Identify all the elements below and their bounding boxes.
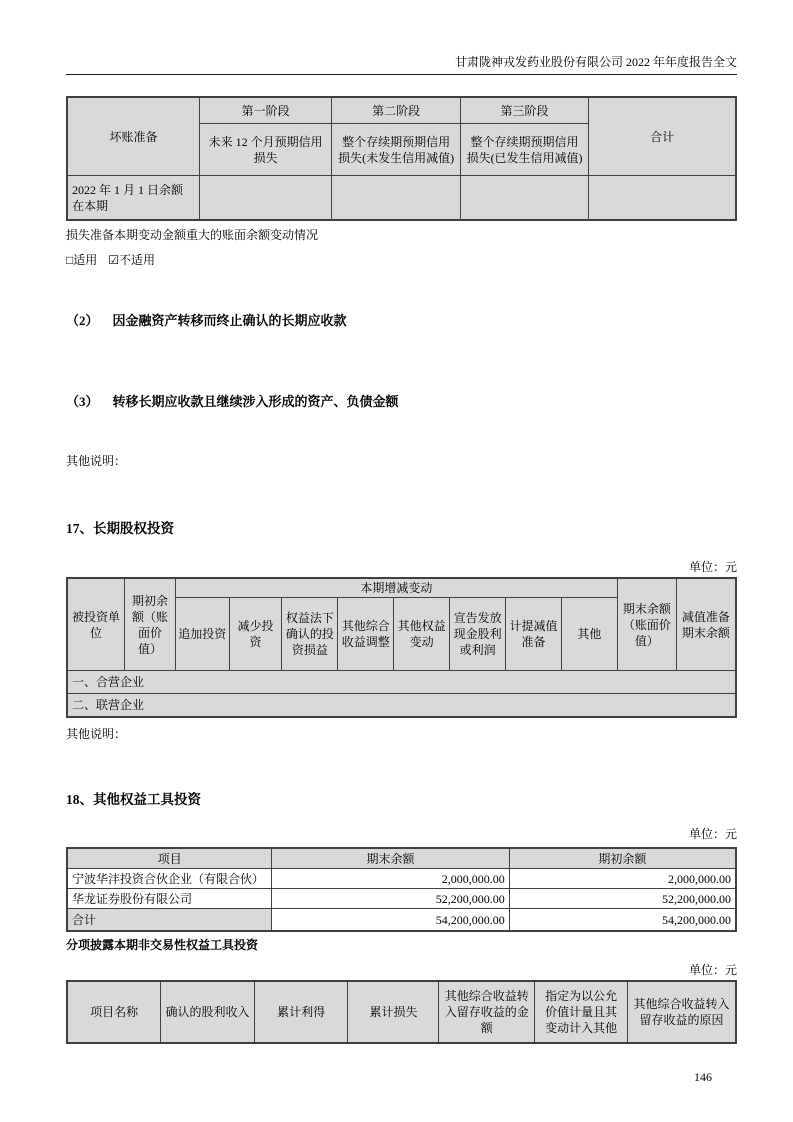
col-header-stage1-sub: 未来 12 个月预期信用损失 bbox=[199, 124, 331, 176]
empty-cell bbox=[589, 176, 736, 221]
empty-cell bbox=[199, 176, 331, 221]
page-number: 146 bbox=[694, 1070, 712, 1084]
long-term-equity-table bbox=[66, 577, 737, 718]
other-equity-instruments-table bbox=[66, 847, 737, 932]
col-header-oci-to-retained-amount: 其他综合收益转入留存收益的金额 bbox=[439, 981, 535, 1043]
table-row bbox=[67, 889, 736, 909]
checkbox-not-applicable: ☑不适用 bbox=[108, 253, 156, 267]
heading-long-term-equity-investment: 17、长期股权投资 bbox=[66, 521, 174, 536]
col-header-stage2: 第二阶段 bbox=[332, 97, 460, 124]
heading-number: （3） bbox=[66, 394, 99, 409]
unit-label-1: 单位：元 bbox=[688, 560, 737, 574]
cell-opening-value: 2,000,000.00 bbox=[509, 869, 736, 889]
checkbox-applicable: □适用 bbox=[66, 253, 98, 267]
cell-total-opening: 54,200,000.00 bbox=[509, 909, 736, 932]
cell-item-name: 宁波华沣投资合伙企业（有限合伙） bbox=[67, 869, 272, 889]
bad-debt-stage-table bbox=[66, 96, 737, 221]
col-header-stage1: 第一阶段 bbox=[199, 97, 331, 124]
loss-provision-caption: 损失准备本期变动金额重大的账面余额变动情况 bbox=[66, 228, 319, 242]
unit-label-3: 单位：元 bbox=[688, 963, 737, 977]
col-header-oci-to-retained-reason: 其他综合收益转入留存收益的原因 bbox=[628, 981, 736, 1043]
cell-closing-value: 52,200,000.00 bbox=[272, 889, 509, 909]
total-row bbox=[67, 909, 736, 932]
col-header-declared-dividends: 宣告发放现金股利或利润 bbox=[450, 598, 506, 671]
other-notes-label-2: 其他说明： bbox=[66, 727, 127, 741]
cell-opening-value: 52,200,000.00 bbox=[509, 889, 736, 909]
heading-other-equity-instruments: 18、其他权益工具投资 bbox=[66, 792, 201, 807]
empty-cell bbox=[460, 176, 588, 221]
cell-total-label: 合计 bbox=[67, 909, 272, 932]
col-header-other: 其他 bbox=[561, 598, 617, 671]
non-trading-equity-table bbox=[66, 980, 737, 1044]
col-header-bad-debt: 坏账准备 bbox=[67, 97, 199, 176]
cell-item-name: 华龙证券股份有限公司 bbox=[67, 889, 272, 909]
other-notes-label-1: 其他说明： bbox=[66, 454, 127, 468]
col-header-stage3-sub: 整个存续期预期信用损失(已发生信用减值) bbox=[460, 124, 588, 176]
row-label-opening-balance: 2022 年 1 月 1 日余额在本期 bbox=[67, 176, 199, 221]
col-header-project-name: 项目名称 bbox=[67, 981, 161, 1043]
heading-continuing-involvement: （3） 转移长期应收款且继续涉入形成的资产、负债金额 bbox=[66, 394, 399, 409]
col-header-oci-adjustment: 其他综合收益调整 bbox=[338, 598, 394, 671]
col-header-item: 项目 bbox=[67, 848, 272, 869]
col-header-opening-balance: 期初余额（账面价值） bbox=[125, 578, 176, 671]
col-header-dividend-income: 确认的股利收入 bbox=[161, 981, 255, 1043]
col-header-opening: 期初余额 bbox=[509, 848, 736, 869]
col-header-stage2-sub: 整个存续期预期信用损失(未发生信用减值) bbox=[332, 124, 460, 176]
col-header-closing: 期末余额 bbox=[272, 848, 509, 869]
col-header-designated-fvoci: 指定为以公允价值计量且其变动计入其他 bbox=[535, 981, 628, 1043]
cell-total-closing: 54,200,000.00 bbox=[272, 909, 509, 932]
applicability-line bbox=[66, 253, 737, 268]
col-header-stage3: 第三阶段 bbox=[460, 97, 588, 124]
non-trading-disclosure-note: 分项披露本期非交易性权益工具投资 bbox=[66, 938, 259, 952]
col-header-reduced-investment: 减少投资 bbox=[229, 598, 282, 671]
cell-closing-value: 2,000,000.00 bbox=[272, 869, 509, 889]
col-header-impairment-provision: 计提减值准备 bbox=[506, 598, 562, 671]
col-header-impairment-balance: 减值准备期末余额 bbox=[676, 578, 736, 671]
col-header-closing-balance: 期末余额（账面价值） bbox=[617, 578, 676, 671]
col-header-accumulated-losses: 累计损失 bbox=[348, 981, 439, 1043]
col-header-accumulated-gains: 累计利得 bbox=[254, 981, 348, 1043]
table-row bbox=[67, 869, 736, 889]
row-joint-ventures: 一、合营企业 bbox=[67, 671, 736, 694]
heading-derecognized-receivables: （2） 因金融资产转移而终止确认的长期应收款 bbox=[66, 313, 347, 328]
row-associates: 二、联营企业 bbox=[67, 694, 736, 718]
group-header-period-changes: 本期增减变动 bbox=[175, 578, 617, 598]
heading-number: （2） bbox=[66, 313, 99, 328]
col-header-equity-method-pl: 权益法下确认的投资损益 bbox=[282, 598, 338, 671]
unit-label-2: 单位：元 bbox=[688, 827, 737, 841]
col-header-additional-investment: 追加投资 bbox=[175, 598, 229, 671]
col-header-investee: 被投资单位 bbox=[67, 578, 125, 671]
report-header-title: 甘肃陇神戎发药业股份有限公司 2022 年年度报告全文 bbox=[66, 0, 737, 75]
empty-cell bbox=[332, 176, 460, 221]
col-header-other-equity-changes: 其他权益变动 bbox=[394, 598, 450, 671]
col-header-total: 合计 bbox=[589, 97, 736, 176]
